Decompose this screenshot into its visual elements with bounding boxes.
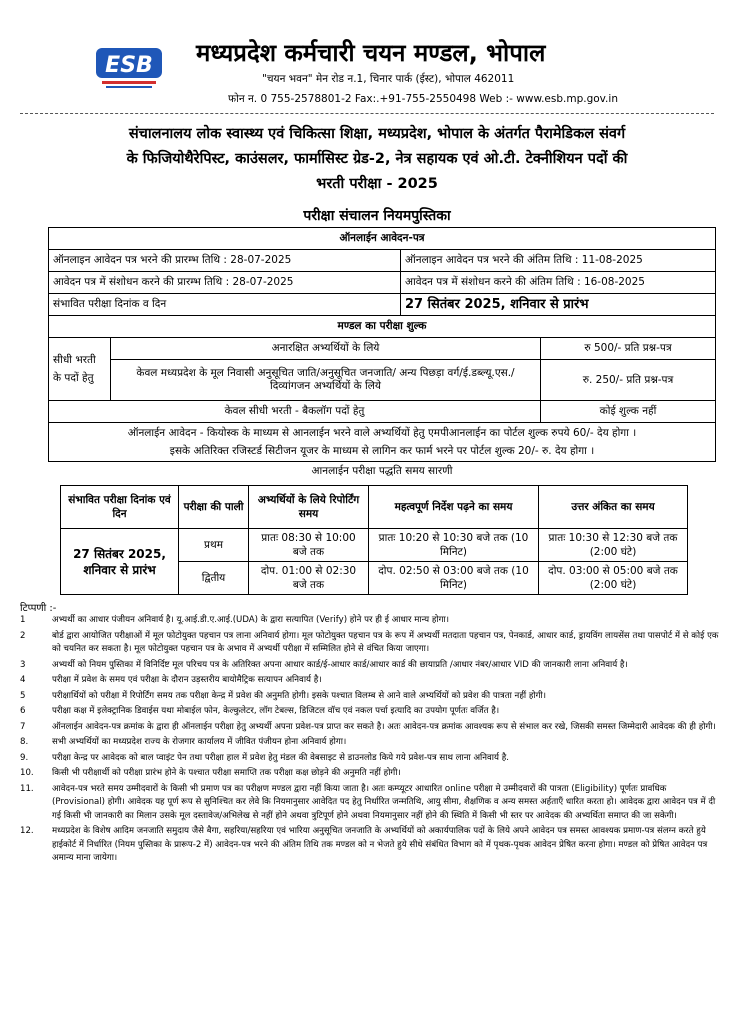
note-item [20, 752, 720, 766]
shift-2-instructions: दोप. 02:50 से 03:00 बजे तक (10 मिनिट) [369, 562, 539, 595]
note-number: 10. [20, 768, 34, 778]
reserved-label: केवल मध्यप्रदेश के मूल निवासी अनुसूचित जाति/अनुसूचित जनजाति/ अन्य पिछड़ा वर्ग/ई.डब्ल्यू.एस./ दिव्यांगजन अभ्यर्थियों के लिये [111, 360, 541, 401]
note-text: मध्यप्रदेश के विशेष आदिम जनजाति समुदाय जैसे बैगा, सहरिया/सहरिया एवं भारिया अनुसूचित जनजाति के अभ्यर्थियों को अकार्यपालिक पदों के लिये अपने आवेदन पत्र समस्त आवश्यक प्रमाण-पत्र संलग्न करते हुये हाईकोर्ट में निर्धारित (नियम पुस्तिका के प्रारूप-2 में) आवेदन-पत्र भरने की अंतिम तिथि तक मण्डल को न भेजते हुये सीधे संबंधित विभाग को में पृथक-पृथक आवेदन प्रेषित करना होगा। मण्डल को प्रेषित आवेदन पत्र अमान्य माना जायेगा। [52, 826, 708, 863]
title-line: संचालनालय लोक स्वास्थ्य एवं चिकित्सा शिक्षा, मध्यप्रदेश, भोपाल के अंतर्गत पैरामेडिकल संवर्ग [128, 126, 626, 142]
subtitle: परीक्षा संचालन नियमपुस्तिका [303, 208, 451, 224]
exam-date-value: 27 सितंबर 2025, शनिवार से प्रारंभ [401, 294, 716, 316]
note-number: 9. [20, 752, 29, 763]
schedule-table [60, 485, 688, 595]
note-text: ऑनलाईन आवेदन-पत्र क्रमांक के द्वारा ही ऑनलाईन परीक्षा हेतु अभ्यर्थी अपना प्रवेश-पत्र प्राप्त कर सकते है। अतः आवेदन-पत्र क्रमांक आवश्यक रूप से संभाल कर रखे, जिसकी समस्त जिम्मेदारी आवेदक की ही होगी। [52, 721, 716, 732]
edit-start-date: आवेदन पत्र में संशोधन करने की प्रारम्भ तिथि : 28-07-2025 [49, 272, 401, 294]
organization-name: मध्यप्रदेश कर्मचारी चयन मण्डल, भोपाल [196, 39, 546, 67]
note-number: 6 [20, 706, 26, 716]
fee-heading: मण्डल का परीक्षा शुल्क [49, 316, 716, 338]
note-text: परीक्षा केन्द्र पर आवेदक को बाल प्वाइंट पेन तथा परीक्षा हाल में प्रवेश हेतु मंडल की वेबसाइट से डाउनलोड किये गये प्रवेश-पत्र साथ लाना अनिवार्य है. [52, 752, 510, 763]
col-header-shift: परीक्षा की पाली [179, 486, 249, 529]
note-item [20, 630, 720, 657]
shift-2-reporting: दोप. 01:00 से 02:30 बजे तक [249, 562, 369, 595]
notes-list [20, 614, 720, 868]
esb-logo [96, 48, 162, 92]
fee-row-label: सीधी भरती के पदों हेतु [49, 338, 111, 401]
note-item [20, 783, 720, 824]
edit-end-date: आवेदन पत्र में संशोधन करने की अंतिम तिथि : 16-08-2025 [401, 272, 716, 294]
backlog-fee: कोई शुल्क नहीं [541, 401, 716, 423]
note-item [20, 674, 720, 688]
note-text: आवेदन-पत्र भरते समय उम्मीदवारों के किसी भी प्रमाण पत्र का परीक्षण मण्डल द्वारा नहीं किया जाता है। अतः कम्प्यूटर आधारित online परीक्षा मे उम्मीदवारों की पात्रता (Eligibility) पूर्णतः प्रावधिक (Provisional) होगी। आवेदक यह पूर्ण रूप से सुनिश्चित कर लेवे कि नियमानुसार आवेदित पद हेतु निर्धारित जन्मतिथि, आयु सीमा, शैक्षणिक व अन्य समस्त अर्हताएँ धारित करता हो। आवेदक द्वारा आवेदन पत्र में दी गई किसी भी जानकारी का मिलान उसके मूल दस्तावेज/अभिलेख से नहीं होने अथवा त्रुटिपूर्ण होने अथवा नियमानुसार नहीं होने की स्थिति में किसी भी स्तर पर आवेदक की अभ्यर्थिता समाप्त की जा सकेगी। [52, 783, 716, 821]
divider [20, 113, 714, 114]
note-number: 12. [20, 826, 34, 836]
col-header-date: संभावित परीक्षा दिनांक एवं दिन [61, 486, 179, 529]
note-item [20, 767, 720, 781]
shift-2-answering: दोप. 03:00 से 05:00 बजे तक (2:00 घंटे) [539, 562, 688, 595]
backlog-label: केवल सीधी भरती - बैकलॉग पदों हेतु [49, 401, 541, 423]
col-header-reporting: अभ्यर्थियों के लिये रिपोर्टिंग समय [249, 486, 369, 529]
shift-2: द्वितीय [179, 562, 249, 595]
shift-1: प्रथम [179, 529, 249, 562]
address: "चयन भवन" मेन रोड न.1, चिनार पार्क (ईस्ट), भोपाल 462011 [262, 73, 515, 85]
note-number: 4 [20, 675, 26, 685]
note-item [20, 659, 720, 673]
note-item [20, 825, 720, 866]
shift-1-answering: प्रातः 10:30 से 12:30 बजे तक (2:00 घंटे) [539, 529, 688, 562]
unreserved-fee: रु 500/- प्रति प्रश्न-पत्र [541, 338, 716, 360]
portal-fee-note [49, 423, 716, 462]
note-text: अभ्यर्थी को नियम पुस्तिका में विनिर्दिष्ट मूल परिचय पत्र के अतिरिक्त अपना आधार कार्ड/ई-आधार कार्ड/आधार कार्ड की छायाप्रति /आधार नंबर/आधार VID की जानकारी लाना अनिवार्य है। [52, 659, 628, 670]
logo-text: ESB [105, 53, 153, 78]
note-text: अभ्यर्थी का आधार पंजीयन अनिवार्य है। यू.आई.डी.ए.आई.(UDA) के द्वारा सत्यापित (Verify) होने पर ही ई आधार मान्य होगा। [52, 615, 449, 625]
title-line: के फिजियोथैरेपिस्ट, काउंसलर, फार्मासिस्ट ग्रेड-2, नेत्र सहायक एवं ओ.टी. टेक्नीशियन पदों की [126, 151, 628, 167]
note-item [20, 736, 720, 750]
note-number: 2 [20, 630, 26, 641]
note-text: परीक्षा में प्रवेश के समय एवं परीक्षा के दौरान उड़स्तरीय बायोमैट्रिक सत्यापन अनिवार्य है। [52, 675, 322, 685]
reserved-fee: रु. 250/- प्रति प्रश्न-पत्र [541, 360, 716, 401]
schedule-heading: आनलाईन परीक्षा पद्धति समय सारणी [311, 464, 453, 477]
application-heading: ऑनलाईन आवेदन-पत्र [49, 228, 716, 250]
note-number: 3 [20, 659, 26, 670]
notes-heading: टिप्पणी :- [20, 603, 57, 614]
shift-1-reporting: प्रातः 08:30 से 10:00 बजे तक [249, 529, 369, 562]
col-header-instructions: महत्वपूर्ण निर्देश पढ़ने का समय [369, 486, 539, 529]
note-number: 1 [20, 615, 26, 625]
application-fee-table [48, 227, 716, 480]
note-item [20, 614, 720, 628]
document-title [40, 122, 714, 197]
schedule-date: 27 सितंबर 2025, शनिवार से प्रारंभ [61, 529, 179, 595]
note-number: 11. [20, 783, 34, 794]
note-number: 8. [20, 737, 29, 747]
exam-date-label: संभावित परीक्षा दिनांक व दिन [49, 294, 401, 316]
note-item [20, 690, 720, 704]
note-text: सभी अभ्यर्थियों का मध्यप्रदेश राज्य के रोजगार कार्यालय में जीवित पंजीयन होना अनिवार्य होगा। [52, 737, 347, 747]
note-text: परीक्षार्थियों को परीक्षा में रिपोर्टिंग समय तक परीक्षा केन्द्र में प्रवेश की अनुमति होगी। इसके पश्चात विलम्ब से आने वाले अभ्यर्थियों को प्रवेश की पात्रता नहीं होगी। [52, 690, 546, 701]
note-text: बोर्ड द्वारा आयोजित परीक्षाओं में मूल फोटोयुक्त पहचान पत्र लाना अनिवार्य होगा। मूल फोटोयुक्त पहचान पत्र के रूप में अभ्यर्थी मतदाता पहचान पत्र, पेनकार्ड, आधार कार्ड, ड्रायविंग लायसेंस तथा पासपोर्ट में से कोई एक को चयनित कर सकता है। मूल फोटोयुक्त पहचान पत्र के अभाव में अभ्यर्थी परीक्षा में सम्मिलित होने से वंचित किया जाएगा। [52, 630, 719, 654]
note-text: किसी भी परीक्षार्थी को परीक्षा प्रारंभ होने के पश्चात परीक्षा समाप्ति तक परीक्षा कक्ष छोड़ने की अनुमति नहीं होगी। [52, 768, 401, 778]
note-number: 7 [20, 721, 26, 732]
title-line: भरती परीक्षा - 2025 [316, 176, 438, 192]
note-number: 5 [20, 690, 26, 701]
note-text: परीक्षा कक्ष में इलेक्ट्रानिक डिवाईस यथा मोबाईल फोन, केल्कुलेटर, लॉग टेबल्स, डिजिटल वॉच एवं नकल पर्चा इत्यादि का उपयोग पूर्णतः वर्जित है। [52, 706, 500, 716]
letterhead [0, 0, 754, 112]
application-end-date: ऑनलाइन आवेदन पत्र भरने की अंतिम तिथि : 11-08-2025 [401, 250, 716, 272]
contact-line: फोन न. 0 755-2578801-2 Fax:.+91-755-2550498 Web :- www.esb.mp.gov.in [228, 93, 618, 105]
unreserved-label: अनारक्षित अभ्यर्थियों के लिये [111, 338, 541, 360]
shift-1-instructions: प्रातः 10:20 से 10:30 बजे तक (10 मिनिट) [369, 529, 539, 562]
note-item [20, 721, 720, 735]
application-start-date: ऑनलाइन आवेदन पत्र भरने की प्रारम्भ तिथि : 28-07-2025 [49, 250, 401, 272]
note-item [20, 705, 720, 719]
portal-note-citizen: इसके अतिरिक्त रजिस्टर्ड सिटीजन यूजर के माध्यम से लागिन कर फार्म भरने पर पोर्टल शुल्क 20/- रु. देय होगा । [169, 445, 595, 457]
portal-note-kiosk: ऑनलाईन आवेदन - कियोस्क के माध्यम से आनलाईन भरने वाले अभ्यर्थियों हेतु एमपीआनलाईन का पोर्टल शुल्क रुपये 60/- देय होगा । [127, 427, 637, 439]
col-header-answering: उत्तर अंकित का समय [539, 486, 688, 529]
